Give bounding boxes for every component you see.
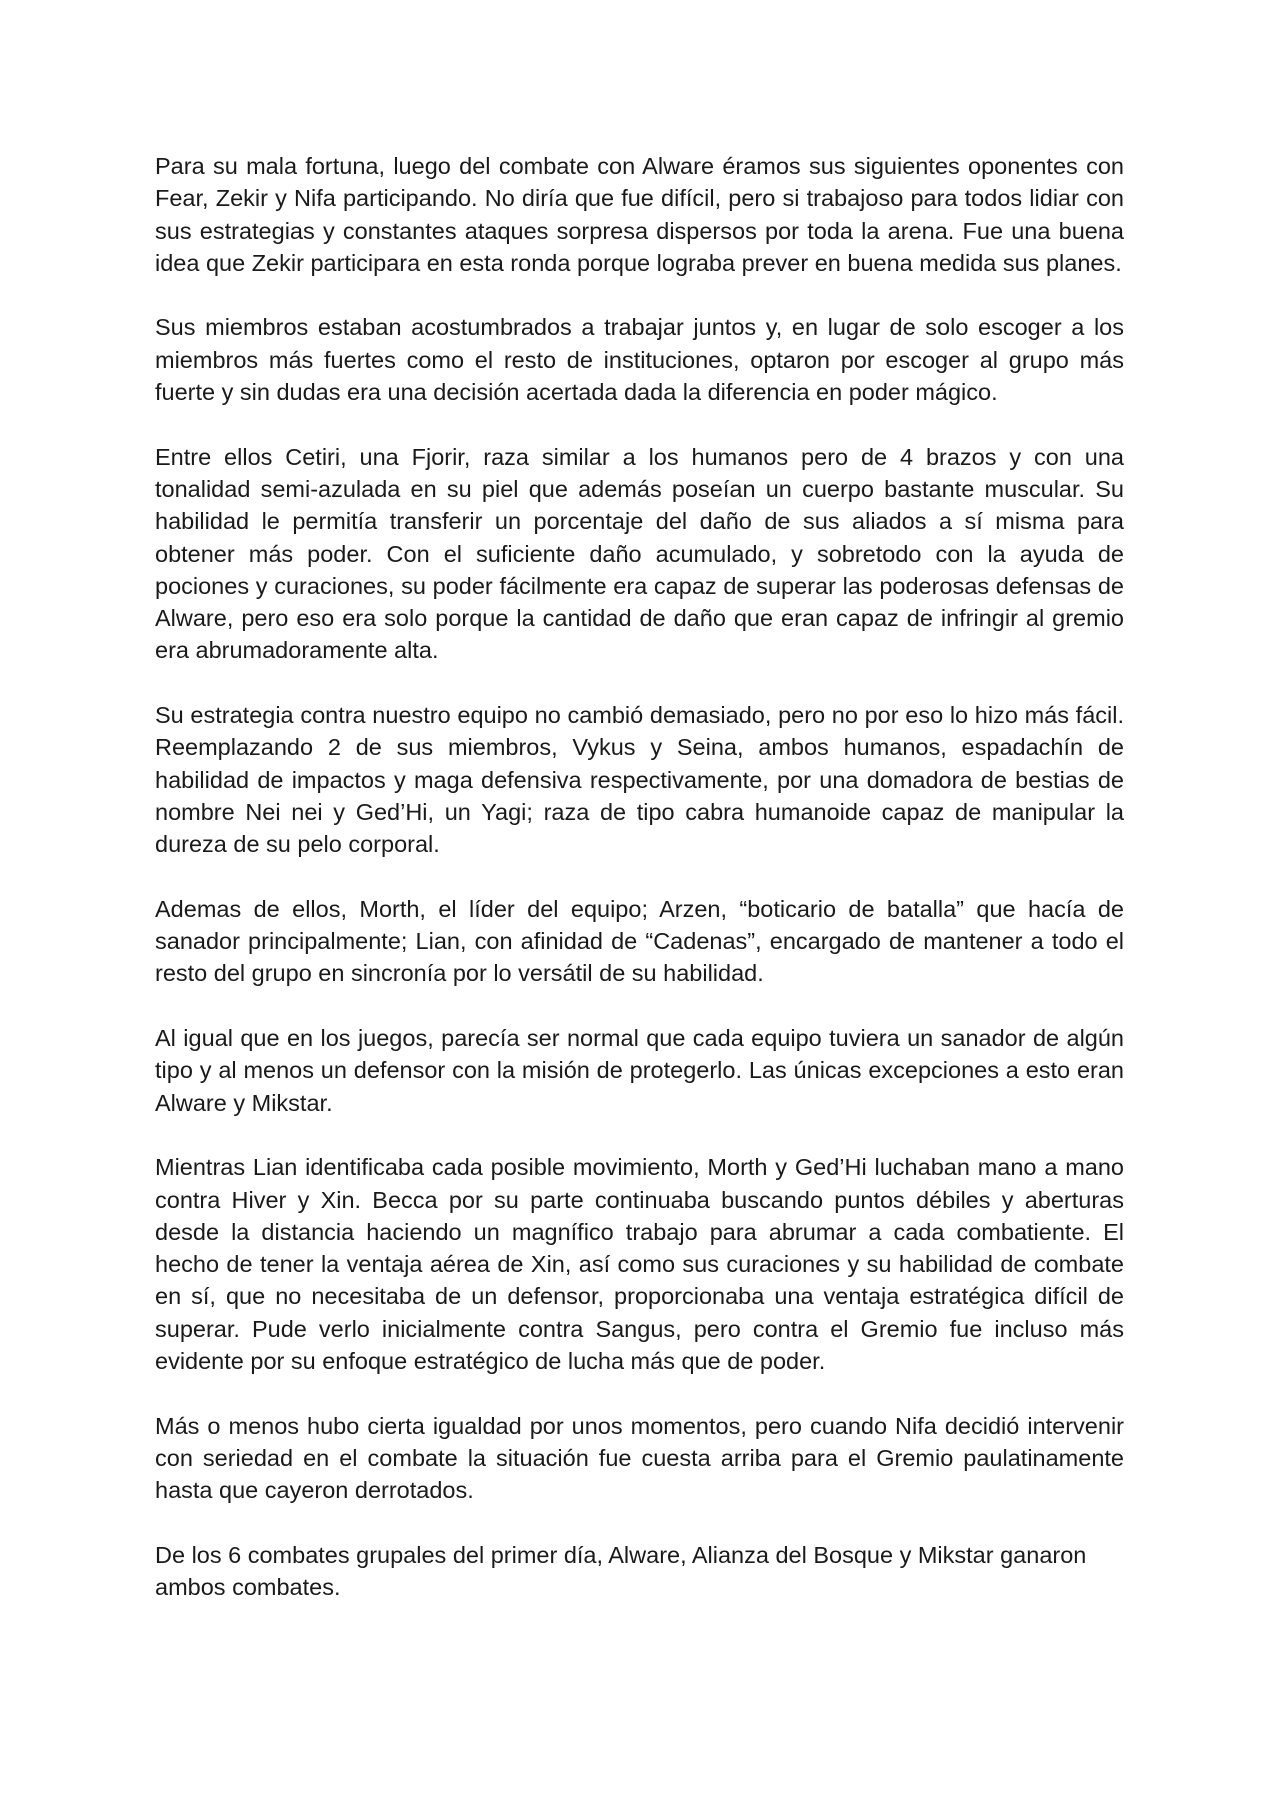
- paragraph: Ademas de ellos, Morth, el líder del equipo; Arzen, “boticario de batalla” que hacía de sanador principalmente; Lian, con afinidad de “Cadenas”, encargado de mantener a todo el resto del grupo en sincronía por lo versátil de su habilidad.: [155, 895, 1124, 987]
- paragraph: Su estrategia contra nuestro equipo no cambió demasiado, pero no por eso lo hizo más fácil. Reemplazando 2 de sus miembros, Vykus y Seina, ambos humanos, espadachín de habilidad de impactos y maga defensiva respectivamente, por una domadora de bestias de nombre Nei nei y Ged’Hi, un Yagi; raza de tipo cabra humanoide capaz de manipular la dureza de su pelo corporal.: [155, 702, 1124, 858]
- paragraph: De los 6 combates grupales del primer día, Alware, Alianza del Bosque y Mikstar ganaron ambos combates.: [155, 1541, 1087, 1601]
- paragraph: Entre ellos Cetiri, una Fjorir, raza similar a los humanos pero de 4 brazos y con una tonalidad semi-azulada en su piel que además poseían un cuerpo bastante muscular. Su habilidad le permitía transferir un porcentaje del daño de sus aliados a sí misma para obtener más poder. Con el suficiente daño acumulado, y sobretodo con la ayuda de pociones y curaciones, su poder fácilmente era capaz de superar las poderosas defensas de Alware, pero eso era solo porque la cantidad de daño que eran capaz de infringir al gremio era abrumadoramente alta.: [155, 443, 1124, 664]
- paragraph: Al igual que en los juegos, parecía ser normal que cada equipo tuviera un sanador de algún tipo y al menos un defensor con la misión de protegerlo. Las únicas excepciones a esto eran Alware y Mikstar.: [155, 1025, 1124, 1116]
- paragraph: Sus miembros estaban acostumbrados a trabajar juntos y, en lugar de solo escoger a los miembros más fuertes como el resto de instituciones, optaron por escoger al grupo más fuerte y sin dudas era una decisión acertada dada la diferencia en poder mágico.: [155, 314, 1124, 406]
- paragraph: Mientras Lian identificaba cada posible movimiento, Morth y Ged’Hi luchaban mano a mano contra Hiver y Xin. Becca por su parte continuaba buscando puntos débiles y aberturas desde la distancia haciendo un magnífico trabajo para abrumar a cada combatiente. El hecho de tener la ventaja aérea de Xin, así como sus curaciones y su habilidad de combate en sí, que no necesitaba de un defensor, proporcionaba una ventaja estratégica difícil de superar. Pude verlo inicialmente contra Sangus, pero contra el Gremio fue incluso más evidente por su enfoque estratégico de lucha más que de poder.: [155, 1154, 1124, 1374]
- paragraph: Más o menos hubo cierta igualdad por unos momentos, pero cuando Nifa decidió intervenir con seriedad en el combate la situación fue cuesta arriba para el Gremio paulatinamente hasta que cayeron derrotados.: [155, 1412, 1124, 1504]
- paragraph: Para su mala fortuna, luego del combate con Alware éramos sus siguientes oponentes con Fear, Zekir y Nifa participando. No diría que fue difícil, pero si trabajoso para todos lidiar con sus estrategias y constantes ataques sorpresa dispersos por toda la arena. Fue una buena idea que Zekir participara en esta ronda porque lograba prever en buena medida sus planes.: [155, 153, 1124, 276]
- document-body: [155, 150, 1124, 1636]
